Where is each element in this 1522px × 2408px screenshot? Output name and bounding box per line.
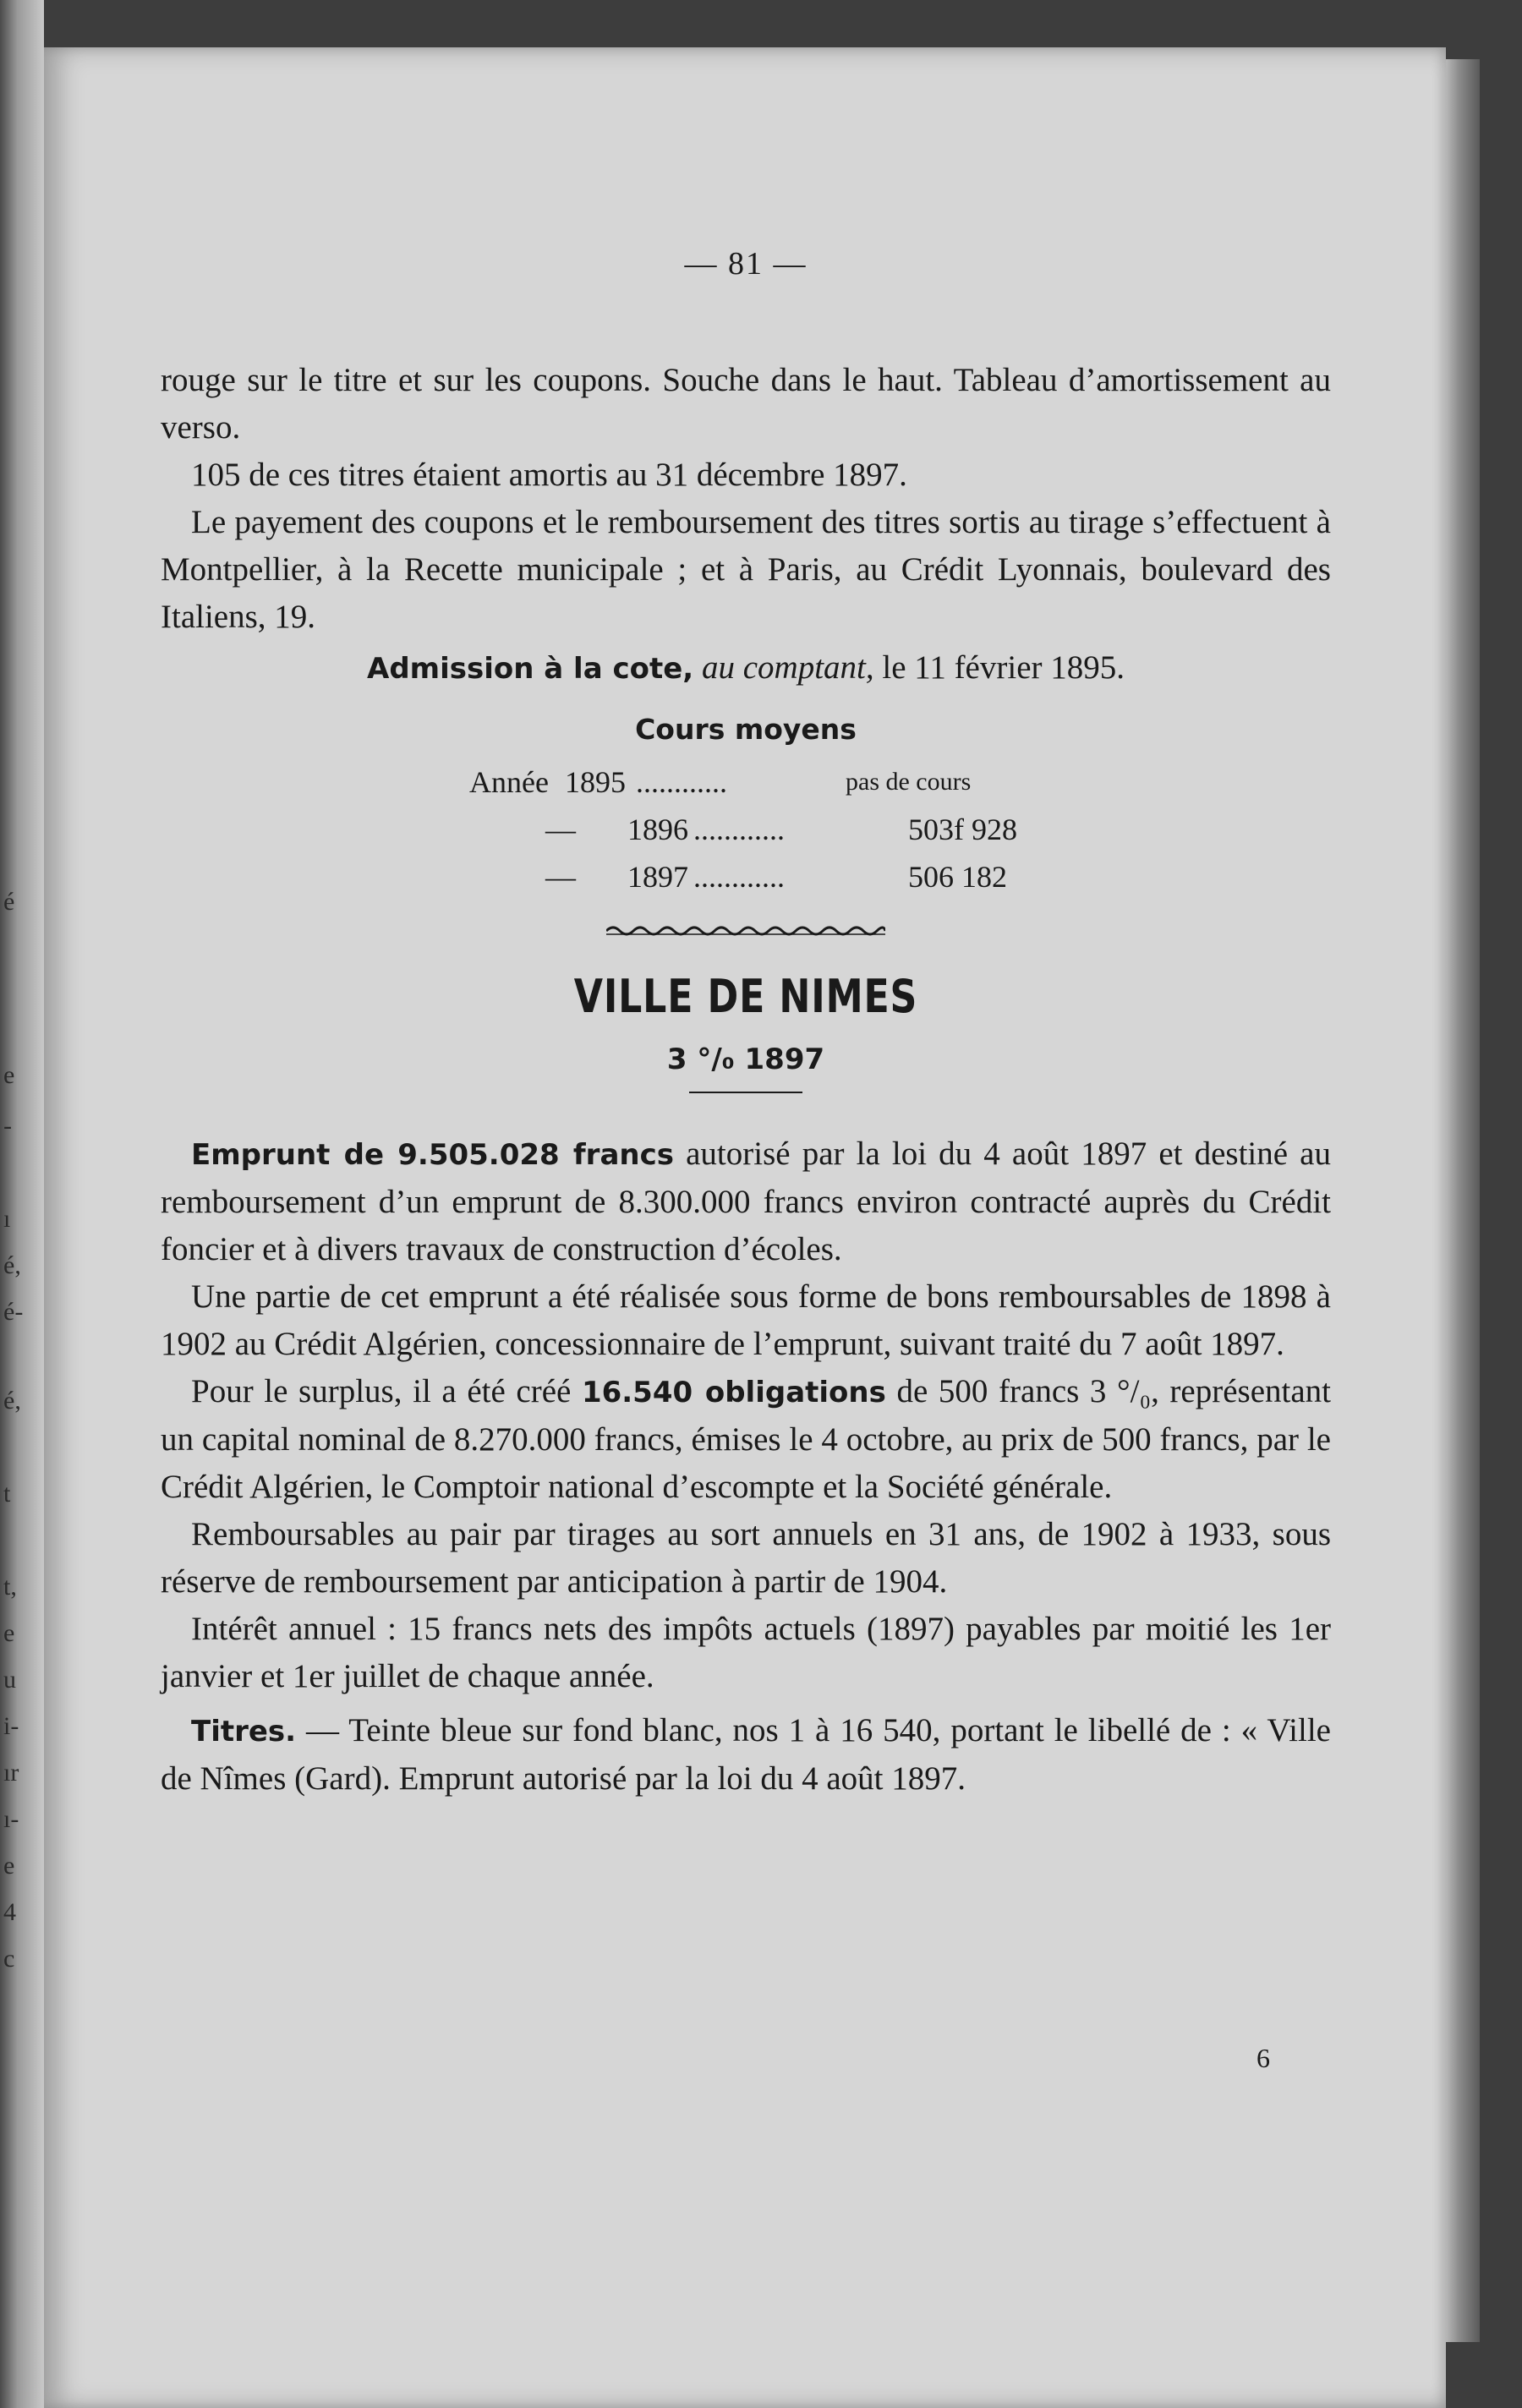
margin-fragment: c: [3, 1945, 15, 1973]
margin-fragment: e: [3, 1852, 15, 1880]
cours-table: [161, 758, 1331, 900]
margin-fragment: i-: [3, 1712, 19, 1740]
admission-date: le 11 février 1895.: [882, 649, 1125, 686]
text-body: [161, 357, 1331, 1803]
paragraph-titres: [161, 1707, 1331, 1803]
cours-prefix: —: [545, 813, 576, 846]
cours-prefix: Année: [469, 765, 549, 799]
margin-fragment: t: [3, 1480, 11, 1508]
admission-line: [161, 644, 1331, 692]
emprunt-amount: Emprunt de 9.505.028 francs: [191, 1138, 674, 1172]
paragraph-souche: rouge sur le titre et sur les coupons. Souche dans le haut. Tableau d’amortissement au verso.: [161, 362, 1331, 446]
margin-fragment: t,: [3, 1573, 17, 1601]
margin-fragment: -: [3, 1112, 12, 1140]
decorative-wave-rule: [606, 922, 885, 939]
cours-prefix: —: [545, 860, 576, 894]
page-stack-edge: [1446, 59, 1480, 2342]
paragraph-remboursables: Remboursables au pair par tirages au sort annuels en 31 ans, de 1902 à 1933, sous réserve de remboursement par anticipation à partir de 1904.: [161, 1516, 1331, 1600]
page-number-header: — 81 —: [684, 246, 808, 282]
emprunt-text: autorisé par la loi du 4 août 1897 et destiné au remboursement d’un emprunt de 8.300.000 francs environ contracté auprès du Crédit foncier et à divers travaux de construction d’écoles.: [161, 1136, 1331, 1267]
paragraph-payement: Le payement des coupons et le remboursement des titres sortis au tirage s’effectuent à Montpellier, à la Recette municipale ; et à Paris, au Crédit Lyonnais, boulevard des Italiens, 19.: [161, 504, 1331, 635]
admission-label: Admission à la cote,: [367, 652, 694, 686]
margin-fragment: é,: [3, 1387, 21, 1415]
paragraph-interet: Intérêt annuel : 15 francs nets des impôts actuels (1897) payables par moitié les 1er janvier et 1er juillet de chaque année.: [161, 1611, 1331, 1694]
paragraph-surplus: [161, 1368, 1331, 1511]
admission-italic: au comptant,: [701, 649, 874, 686]
margin-fragment: e: [3, 1061, 15, 1089]
titres-text: — Teinte bleue sur fond blanc, nos 1 à 16 540, portant le libellé de : « Ville de Nîmes (Gard). Emprunt autorisé par la loi du 4 août 1897.: [161, 1712, 1331, 1797]
obligations-count: 16.540 obligations: [581, 1376, 886, 1409]
cours-dots: ............: [636, 765, 727, 799]
cours-moyens-title: Cours moyens: [635, 713, 857, 746]
cours-dots: ............: [693, 813, 785, 846]
cours-dots: ............: [693, 860, 785, 894]
margin-fragment: 4: [3, 1898, 16, 1926]
signature-mark: 6: [1256, 2043, 1270, 2073]
surplus-text: de 500 francs 3 °/₀, représentant un capital nominal de 8.270.000 francs, émises le 4 octobre, au prix de 500 francs, par le Crédit Algérien, le Comptoir national d’escompte et la Société générale.: [161, 1373, 1331, 1505]
margin-fragment: é-: [3, 1298, 24, 1326]
paragraph-emprunt: [161, 1130, 1331, 1273]
margin-fragment: u: [3, 1666, 16, 1694]
city-title: VILLE DE NIMES: [573, 970, 918, 1023]
margin-fragment: é: [3, 888, 15, 916]
surplus-start: Pour le surplus, il a été créé: [191, 1373, 572, 1409]
paragraph-amortis: 105 de ces titres étaient amortis au 31 décembre 1897.: [191, 457, 907, 493]
cours-row: [161, 806, 1331, 853]
cours-row: [161, 758, 1331, 806]
margin-fragment: ır: [3, 1759, 19, 1787]
cours-row: [161, 853, 1331, 900]
rate-label: 3 °/₀ 1897: [666, 1043, 825, 1076]
margin-fragment: ı: [3, 1205, 11, 1233]
adjacent-page-edge: [0, 0, 44, 2408]
rate-underline: [689, 1092, 802, 1093]
cours-value: pas de cours: [846, 768, 972, 796]
cours-year: 1897: [627, 860, 688, 894]
paragraph-partie: Une partie de cet emprunt a été réalisée sous forme de bons remboursables de 1898 à 1902 au Crédit Algérien, concessionnaire de l’emprunt, suivant traité du 7 août 1897.: [161, 1278, 1331, 1362]
margin-fragment: e: [3, 1619, 15, 1647]
cours-value: 503f 928: [908, 813, 1017, 846]
cours-value: 506 182: [908, 860, 1007, 894]
titres-label: Titres.: [191, 1715, 297, 1749]
book-page: [44, 47, 1446, 2408]
margin-fragment: é,: [3, 1251, 21, 1279]
margin-fragment: ı-: [3, 1805, 19, 1833]
cours-year: 1896: [627, 813, 688, 846]
cours-year: 1895: [565, 765, 626, 799]
